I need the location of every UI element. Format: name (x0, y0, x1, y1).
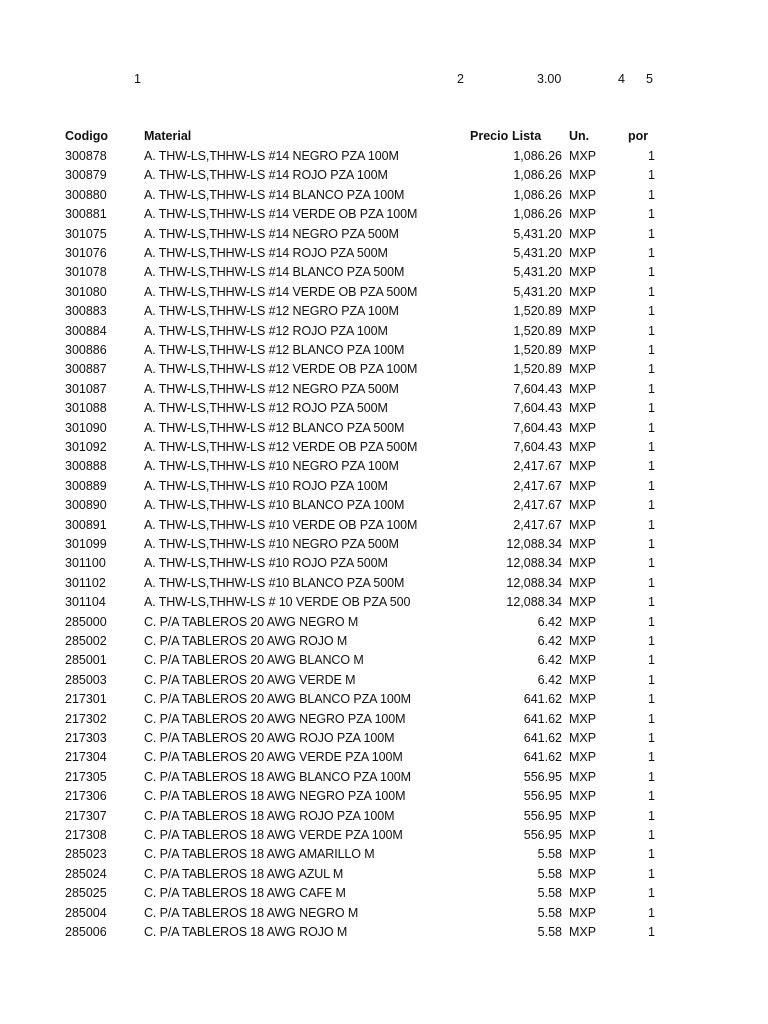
price-cell: 5,431.20 (513, 265, 562, 280)
por-cell: 1 (648, 187, 655, 202)
material-cell: A. THW-LS,THHW-LS #14 NEGRO PZA 500M (144, 226, 399, 241)
material-cell: A. THW-LS,THHW-LS #14 ROJO PZA 500M (144, 246, 388, 260)
unit-cell: MXP (569, 246, 597, 260)
code-cell: 300879 (65, 168, 107, 183)
table-row (0, 731, 768, 750)
code-cell: 301088 (65, 401, 107, 416)
por-cell: 1 (648, 226, 655, 241)
table-row (0, 906, 768, 925)
code-cell: 300886 (65, 343, 107, 357)
code-cell: 301100 (65, 556, 106, 571)
code-cell: 285000 (65, 614, 107, 629)
material-cell: C. P/A TABLEROS 18 AWG AMARILLO M (144, 847, 375, 862)
material-cell: C. P/A TABLEROS 18 AWG ROJO PZA 100M (144, 808, 395, 823)
code-cell: 301078 (65, 265, 107, 280)
unit-cell: MXP (569, 905, 597, 920)
unit-cell: MXP (569, 634, 597, 648)
code-cell: 300889 (65, 478, 107, 493)
por-cell: 1 (648, 828, 655, 842)
price-cell: 12,088.34 (506, 537, 562, 551)
por-cell: 1 (648, 478, 655, 493)
por-cell: 1 (648, 808, 655, 823)
por-cell: 1 (648, 440, 655, 454)
code-cell: 285004 (65, 905, 107, 920)
price-cell: 12,088.34 (506, 595, 562, 610)
price-cell: 556.95 (523, 828, 562, 842)
code-cell: 301099 (65, 537, 107, 551)
por-cell: 1 (648, 149, 655, 163)
table-row (0, 809, 768, 828)
table-row (0, 556, 768, 575)
table-row (0, 886, 768, 905)
price-cell: 7,604.43 (513, 401, 562, 416)
table-row (0, 828, 768, 847)
material-cell: C. P/A TABLEROS 20 AWG BLANCO M (144, 653, 364, 668)
price-cell: 5.58 (537, 925, 562, 939)
unit-cell: MXP (569, 614, 597, 629)
unit-cell: MXP (569, 401, 597, 416)
material-cell: A. THW-LS,THHW-LS #10 NEGRO PZA 500M (144, 537, 399, 551)
material-cell: C. P/A TABLEROS 20 AWG NEGRO M (144, 614, 359, 629)
unit-cell: MXP (569, 692, 597, 707)
price-cell: 6.42 (537, 614, 562, 629)
code-cell: 300890 (65, 498, 107, 513)
table-row (0, 576, 768, 595)
unit-cell: MXP (569, 149, 597, 163)
unit-cell: MXP (569, 828, 597, 842)
material-cell: A. THW-LS,THHW-LS #10 BLANCO PZA 500M (144, 575, 405, 590)
header-codigo: Codigo (65, 129, 109, 143)
table-row (0, 459, 768, 478)
table-row (0, 362, 768, 381)
material-cell: A. THW-LS,THHW-LS #10 NEGRO PZA 100M (144, 459, 399, 474)
price-cell: 1,520.89 (513, 323, 562, 338)
code-cell: 285002 (65, 634, 107, 648)
unit-cell: MXP (569, 847, 597, 862)
material-cell: A. THW-LS,THHW-LS #12 VERDE OB PZA 500M (144, 440, 418, 454)
code-cell: 217306 (65, 789, 107, 804)
material-cell: C. P/A TABLEROS 20 AWG VERDE PZA 100M (144, 750, 403, 765)
price-cell: 641.62 (523, 731, 562, 745)
code-cell: 285006 (65, 925, 107, 939)
code-cell: 300883 (65, 304, 107, 319)
header-precio: Precio (470, 129, 509, 143)
code-cell: 301080 (65, 284, 107, 299)
price-cell: 556.95 (523, 769, 562, 784)
price-cell: 641.62 (523, 692, 562, 707)
unit-cell: MXP (569, 517, 597, 532)
header-lista: Lista (512, 129, 542, 143)
unit-cell: MXP (569, 226, 597, 241)
table-row (0, 673, 768, 692)
code-cell: 300881 (65, 207, 107, 222)
price-cell: 641.62 (523, 750, 562, 765)
por-cell: 1 (648, 847, 655, 862)
code-cell: 285023 (65, 847, 107, 862)
code-cell: 301102 (65, 575, 106, 590)
price-cell: 641.62 (523, 711, 562, 726)
table-row (0, 265, 768, 284)
por-cell: 1 (648, 653, 655, 668)
por-cell: 1 (648, 304, 655, 319)
code-cell: 300887 (65, 362, 107, 377)
por-cell: 1 (648, 556, 655, 571)
header-material: Material (144, 129, 192, 143)
price-cell: 12,088.34 (506, 575, 562, 590)
por-cell: 1 (648, 789, 655, 804)
code-cell: 217303 (65, 731, 107, 745)
price-cell: 1,520.89 (513, 343, 562, 357)
por-cell: 1 (648, 634, 655, 648)
price-cell: 1,086.26 (513, 149, 562, 163)
price-cell: 2,417.67 (513, 517, 562, 532)
material-cell: A. THW-LS,THHW-LS #12 ROJO PZA 500M (144, 401, 388, 416)
por-cell: 1 (648, 420, 655, 435)
code-cell: 285025 (65, 886, 107, 901)
unit-cell: MXP (569, 284, 597, 299)
table-row (0, 285, 768, 304)
price-cell: 6.42 (537, 634, 562, 648)
por-cell: 1 (648, 362, 655, 377)
por-cell: 1 (648, 731, 655, 745)
por-cell: 1 (648, 672, 655, 687)
por-cell: 1 (648, 595, 655, 610)
table-row (0, 440, 768, 459)
por-cell: 1 (648, 886, 655, 901)
material-cell: A. THW-LS,THHW-LS #12 ROJO PZA 100M (144, 323, 388, 338)
code-cell: 285001 (65, 653, 107, 668)
por-cell: 1 (648, 614, 655, 629)
table-row (0, 227, 768, 246)
por-cell: 1 (648, 265, 655, 280)
table-row (0, 304, 768, 323)
material-cell: C. P/A TABLEROS 20 AWG VERDE M (144, 672, 356, 687)
material-cell: C. P/A TABLEROS 18 AWG AZUL M (144, 866, 344, 881)
code-cell: 301087 (65, 381, 107, 396)
table-row (0, 537, 768, 556)
code-cell: 285024 (65, 866, 107, 881)
material-cell: A. THW-LS,THHW-LS #12 VERDE OB PZA 100M (144, 362, 418, 377)
code-cell: 217304 (65, 750, 107, 765)
material-cell: C. P/A TABLEROS 18 AWG NEGRO M (144, 905, 359, 920)
por-cell: 1 (648, 769, 655, 784)
price-cell: 5.58 (537, 866, 562, 881)
material-cell: A. THW-LS,THHW-LS #12 NEGRO PZA 100M (144, 304, 399, 319)
unit-cell: MXP (569, 537, 597, 551)
table-row (0, 770, 768, 789)
unit-cell: MXP (569, 886, 597, 901)
material-cell: C. P/A TABLEROS 18 AWG NEGRO PZA 100M (144, 789, 406, 804)
price-cell: 6.42 (537, 653, 562, 668)
table-row (0, 149, 768, 168)
unit-cell: MXP (569, 420, 597, 435)
material-cell: A. THW-LS,THHW-LS #10 BLANCO PZA 100M (144, 498, 405, 513)
price-cell: 7,604.43 (513, 440, 562, 454)
material-cell: C. P/A TABLEROS 20 AWG ROJO M (144, 634, 348, 648)
table-row (0, 246, 768, 265)
por-cell: 1 (648, 401, 655, 416)
code-cell: 300888 (65, 459, 107, 474)
unit-cell: MXP (569, 808, 597, 823)
table-row (0, 867, 768, 886)
code-cell: 217301 (65, 692, 107, 707)
column-number-5: 5 (646, 72, 653, 86)
unit-cell: MXP (569, 323, 597, 338)
material-cell: C. P/A TABLEROS 18 AWG BLANCO PZA 100M (144, 769, 411, 784)
code-cell: 301076 (65, 246, 107, 260)
unit-cell: MXP (569, 789, 597, 804)
code-cell: 301075 (65, 226, 107, 241)
price-cell: 1,086.26 (513, 207, 562, 222)
table-row (0, 712, 768, 731)
price-cell: 7,604.43 (513, 381, 562, 396)
material-cell: C. P/A TABLEROS 20 AWG BLANCO PZA 100M (144, 692, 411, 707)
table-row (0, 188, 768, 207)
por-cell: 1 (648, 905, 655, 920)
por-cell: 1 (648, 343, 655, 357)
material-cell: C. P/A TABLEROS 20 AWG ROJO PZA 100M (144, 731, 395, 745)
column-number-4: 4 (618, 72, 625, 86)
table-row (0, 789, 768, 808)
table-row (0, 401, 768, 420)
unit-cell: MXP (569, 478, 597, 493)
code-cell: 300878 (65, 149, 107, 163)
table-row (0, 595, 768, 614)
table-row (0, 479, 768, 498)
price-cell: 1,520.89 (513, 362, 562, 377)
material-cell: A. THW-LS,THHW-LS #14 BLANCO PZA 100M (144, 187, 405, 202)
unit-cell: MXP (569, 769, 597, 784)
por-cell: 1 (648, 246, 655, 260)
unit-cell: MXP (569, 459, 597, 474)
por-cell: 1 (648, 750, 655, 765)
material-cell: A. THW-LS,THHW-LS #14 BLANCO PZA 500M (144, 265, 405, 280)
unit-cell: MXP (569, 653, 597, 668)
code-cell: 285003 (65, 672, 107, 687)
table-row (0, 847, 768, 866)
price-cell: 5,431.20 (513, 284, 562, 299)
unit-cell: MXP (569, 187, 597, 202)
table-row (0, 653, 768, 672)
column-number-1: 1 (134, 72, 141, 86)
material-cell: C. P/A TABLEROS 18 AWG CAFE M (144, 886, 346, 901)
code-cell: 300884 (65, 323, 107, 338)
material-cell: A. THW-LS,THHW-LS #10 ROJO PZA 500M (144, 556, 388, 571)
por-cell: 1 (648, 575, 655, 590)
table-row (0, 615, 768, 634)
material-cell: A. THW-LS,THHW-LS #10 VERDE OB PZA 100M (144, 517, 418, 532)
por-cell: 1 (648, 168, 655, 183)
price-cell: 2,417.67 (513, 498, 562, 513)
unit-cell: MXP (569, 575, 597, 590)
column-number-2: 2 (457, 72, 464, 86)
unit-cell: MXP (569, 265, 597, 280)
price-cell: 556.95 (523, 789, 562, 804)
code-cell: 217308 (65, 828, 107, 842)
por-cell: 1 (648, 517, 655, 532)
material-cell: A. THW-LS,THHW-LS #14 VERDE OB PZA 500M (144, 284, 418, 299)
unit-cell: MXP (569, 731, 597, 745)
unit-cell: MXP (569, 498, 597, 513)
table-row (0, 925, 768, 944)
por-cell: 1 (648, 537, 655, 551)
code-cell: 217307 (65, 808, 107, 823)
price-cell: 12,088.34 (506, 556, 562, 571)
table-row (0, 421, 768, 440)
table-row (0, 324, 768, 343)
column-number-3: 3.00 (537, 72, 562, 86)
code-cell: 300880 (65, 187, 107, 202)
price-cell: 5.58 (537, 847, 562, 862)
unit-cell: MXP (569, 750, 597, 765)
material-cell: A. THW-LS,THHW-LS #14 NEGRO PZA 100M (144, 149, 399, 163)
price-cell: 5.58 (537, 886, 562, 901)
code-cell: 217305 (65, 769, 107, 784)
price-cell: 2,417.67 (513, 459, 562, 474)
por-cell: 1 (648, 207, 655, 222)
por-cell: 1 (648, 692, 655, 707)
price-cell: 1,086.26 (513, 187, 562, 202)
material-cell: A. THW-LS,THHW-LS # 10 VERDE OB PZA 500 (144, 595, 411, 610)
material-cell: C. P/A TABLEROS 18 AWG VERDE PZA 100M (144, 828, 403, 842)
por-cell: 1 (648, 866, 655, 881)
table-row (0, 518, 768, 537)
header-un: Un. (569, 129, 590, 143)
unit-cell: MXP (569, 440, 597, 454)
material-cell: A. THW-LS,THHW-LS #10 ROJO PZA 100M (144, 478, 388, 493)
unit-cell: MXP (569, 362, 597, 377)
table-row (0, 498, 768, 517)
material-cell: A. THW-LS,THHW-LS #12 NEGRO PZA 500M (144, 381, 399, 396)
material-cell: A. THW-LS,THHW-LS #12 BLANCO PZA 500M (144, 420, 405, 435)
table-row (0, 750, 768, 769)
table-row (0, 634, 768, 653)
unit-cell: MXP (569, 207, 597, 222)
price-cell: 1,520.89 (513, 304, 562, 319)
por-cell: 1 (648, 381, 655, 396)
code-cell: 217302 (65, 711, 107, 726)
unit-cell: MXP (569, 925, 597, 939)
table-row (0, 692, 768, 711)
table-row (0, 343, 768, 362)
unit-cell: MXP (569, 672, 597, 687)
price-cell: 6.42 (537, 672, 562, 687)
price-cell: 7,604.43 (513, 420, 562, 435)
code-cell: 301092 (65, 440, 107, 454)
por-cell: 1 (648, 925, 655, 939)
unit-cell: MXP (569, 381, 597, 396)
price-cell: 5.58 (537, 905, 562, 920)
material-cell: C. P/A TABLEROS 18 AWG ROJO M (144, 925, 348, 939)
header-por: por (628, 129, 649, 143)
material-cell: A. THW-LS,THHW-LS #14 ROJO PZA 100M (144, 168, 388, 183)
material-cell: A. THW-LS,THHW-LS #14 VERDE OB PZA 100M (144, 207, 418, 222)
price-cell: 5,431.20 (513, 226, 562, 241)
por-cell: 1 (648, 498, 655, 513)
table-row (0, 207, 768, 226)
unit-cell: MXP (569, 304, 597, 319)
unit-cell: MXP (569, 556, 597, 571)
material-cell: C. P/A TABLEROS 20 AWG NEGRO PZA 100M (144, 711, 406, 726)
table-row (0, 168, 768, 187)
por-cell: 1 (648, 284, 655, 299)
unit-cell: MXP (569, 866, 597, 881)
unit-cell: MXP (569, 168, 597, 183)
por-cell: 1 (648, 711, 655, 726)
price-cell: 5,431.20 (513, 246, 562, 260)
code-cell: 300891 (65, 517, 107, 532)
code-cell: 301090 (65, 420, 107, 435)
price-cell: 556.95 (523, 808, 562, 823)
unit-cell: MXP (569, 595, 597, 610)
por-cell: 1 (648, 459, 655, 474)
unit-cell: MXP (569, 343, 597, 357)
code-cell: 301104 (65, 595, 106, 610)
unit-cell: MXP (569, 711, 597, 726)
material-cell: A. THW-LS,THHW-LS #12 BLANCO PZA 100M (144, 343, 405, 357)
table-row (0, 382, 768, 401)
price-cell: 2,417.67 (513, 478, 562, 493)
por-cell: 1 (648, 323, 655, 338)
price-cell: 1,086.26 (513, 168, 562, 183)
